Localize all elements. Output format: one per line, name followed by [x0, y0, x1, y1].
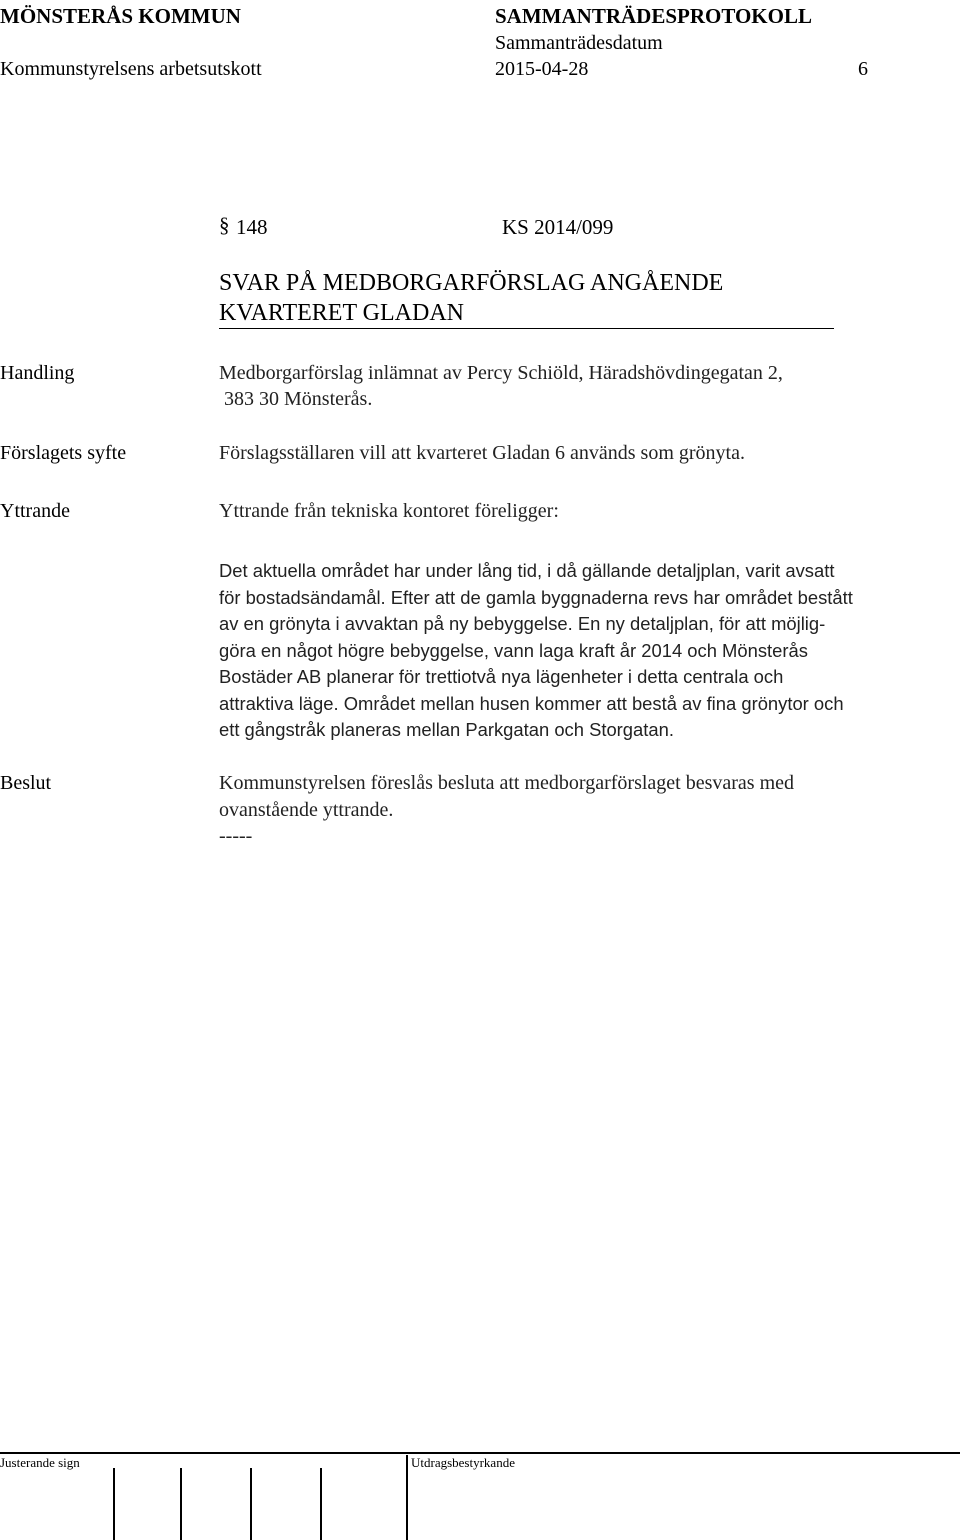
handling-text-line-2: 383 30 Mönsterås. — [224, 388, 373, 410]
yttrande-body — [219, 558, 944, 744]
yttrande-body-line: Bostäder AB planerar för trettiotvå nya lägenheter i detta centrala och — [219, 666, 784, 687]
meeting-date: 2015-04-28 — [495, 58, 589, 80]
date-label: Sammanträdesdatum — [495, 32, 663, 54]
page-number: 6 — [858, 58, 868, 80]
title-underline — [219, 328, 834, 329]
signature-box-divider — [113, 1468, 115, 1540]
yttrande-label: Yttrande — [0, 500, 70, 522]
handling-text-line-1: Medborgarförslag inlämnat av Percy Schiöld, Häradshövdingegatan 2, — [219, 362, 783, 384]
yttrande-body-line: Det aktuella området har under lång tid, i då gällande detaljplan, varit avsatt — [219, 560, 835, 581]
footer-rule — [0, 1452, 960, 1454]
handling-label: Handling — [0, 362, 75, 384]
syfte-text: Förslagsställaren vill att kvarteret Gladan 6 används som grönyta. — [219, 442, 745, 464]
signature-box-divider — [320, 1468, 322, 1540]
yttrande-body-line: attraktiva läge. Området mellan husen kommer att bestå av fina grönytor och — [219, 692, 844, 714]
signature-box-divider — [250, 1468, 252, 1540]
section-title-line-2: KVARTERET GLADAN — [219, 300, 465, 326]
committee-name: Kommunstyrelsens arbetsutskott — [0, 58, 262, 80]
yttrande-body-line: ett gångstråk planeras mellan Parkgatan och Storgatan. — [219, 719, 674, 740]
yttrande-intro: Yttrande från tekniska kontoret föreligger: — [219, 500, 559, 522]
beslut-label: Beslut — [0, 772, 52, 794]
beslut-text-line-1: Kommunstyrelsen föreslås besluta att medborgarförslaget besvaras med — [219, 772, 795, 794]
yttrande-body-line: av en grönyta i avvaktan på ny bebyggelse. En ny detaljplan, för att möjlig- — [219, 613, 826, 634]
yttrande-body-line: för bostadsändamål. Efter att de gamla byggnaderna revs har området bestått — [219, 586, 853, 608]
yttrande-body-line: göra en något högre bebyggelse, vann laga kraft år 2014 och Mönsterås — [219, 639, 808, 661]
utdragsbestyrkande-label: Utdragsbestyrkande — [411, 1455, 515, 1470]
beslut-text-line-2: ovanstående yttrande. — [219, 799, 394, 821]
section-title-line-1: SVAR PÅ MEDBORGARFÖRSLAG ANGÅENDE — [219, 270, 724, 296]
paragraph-symbol: § — [219, 213, 230, 237]
syfte-label: Förslagets syfte — [0, 442, 127, 464]
case-reference: KS 2014/099 — [502, 215, 614, 239]
end-marker: ----- — [219, 825, 253, 847]
footer-column-divider — [406, 1455, 408, 1540]
org-name: MÖNSTERÅS KOMMUN — [0, 4, 241, 28]
section-number: 148 — [236, 215, 268, 239]
signature-box-divider — [180, 1468, 182, 1540]
document-type: SAMMANTRÄDESPROTOKOLL — [495, 4, 812, 28]
justerande-sign-label: Justerande sign — [0, 1455, 80, 1470]
